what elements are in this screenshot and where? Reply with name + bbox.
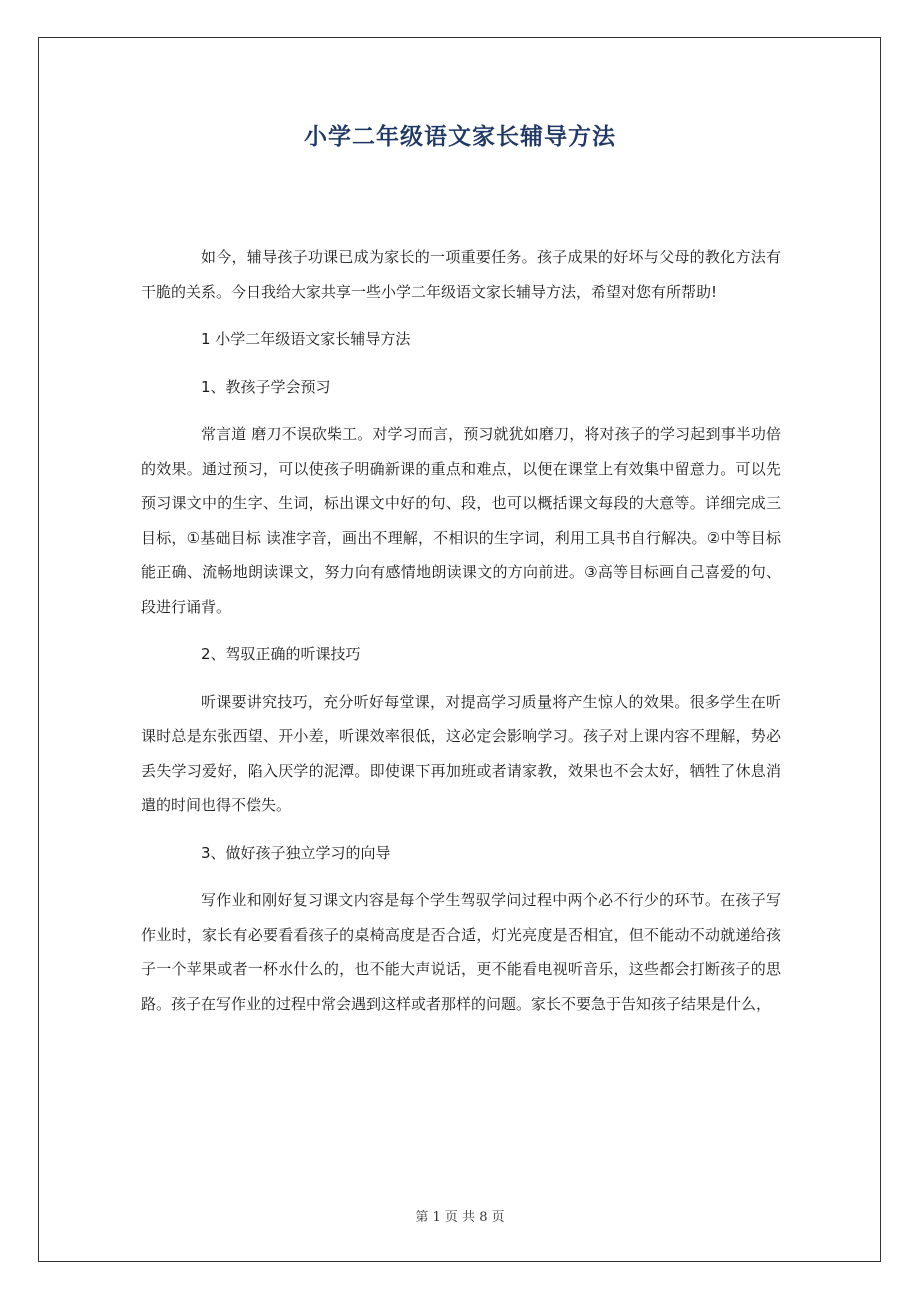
subheading-independent-study: 3、做好孩子独立学习的向导 <box>201 843 391 862</box>
intro-paragraph: 如今，辅导孩子功课已成为家长的一项重要任务。孩子成果的好坏与父母的教化方法有干脆的关系。今日我给大家共享一些小学二年级语文家长辅导方法，希望对您有所帮助! <box>141 248 781 301</box>
paragraph-listening: 听课要讲究技巧，充分听好每堂课，对提高学习质量将产生惊人的效果。很多学生在听课时总是东张西望、开小差，听课效率很低，这必定会影响学习。孩子对上课内容不理解，势必丢失学习爱好，陷入厌学的泥潭。即使课下再加班或者请家教，效果也不会太好，牺牲了休息消遣的时间也得不偿失。 <box>141 692 781 814</box>
section-heading: 1 小学二年级语文家长辅导方法 <box>201 330 411 348</box>
subheading-listening: 2、驾驭正确的听课技巧 <box>201 645 361 663</box>
document-body <box>141 240 781 1034</box>
page-footer: 第 1 页 共 8 页 <box>415 1210 505 1225</box>
subheading-preview: 1、教孩子学会预习 <box>201 377 331 396</box>
paragraph-independent-study: 写作业和刚好复习课文内容是每个学生驾驭学问过程中两个必不行少的环节。在孩子写作业时，家长有必要看看孩子的桌椅高度是否合适，灯光亮度是否相宜，但不能动不动就递给孩子一个苹果或者一杯水什么的，也不能大声说话，更不能看电视听音乐，这些都会打断孩子的思路。孩子在写作业的过程中常会遇到这样或者那样的问题。家长不要急于告知孩子结果是什么， <box>141 891 781 1013</box>
document-title: 小学二年级语文家长辅导方法 <box>304 124 616 150</box>
paragraph-preview: 常言道 磨刀不误砍柴工。对学习而言，预习就犹如磨刀，将对孩子的学习起到事半功倍的效果。通过预习，可以使孩子明确新课的重点和难点，以便在课堂上有效集中留意力。可以先预习课文中的生字、生词，标出课文中好的句、段，也可以概括课文每段的大意等。详细完成三目标，①基础目标 读准字音，画出不理解，不相识的生字词，利用工具书自行解决。②中等目标 能正确、流畅地朗读课文，努力向有感情地朗读课文的方向前进。③高等目标画自己喜爱的句、段进行诵背。 <box>141 425 781 616</box>
